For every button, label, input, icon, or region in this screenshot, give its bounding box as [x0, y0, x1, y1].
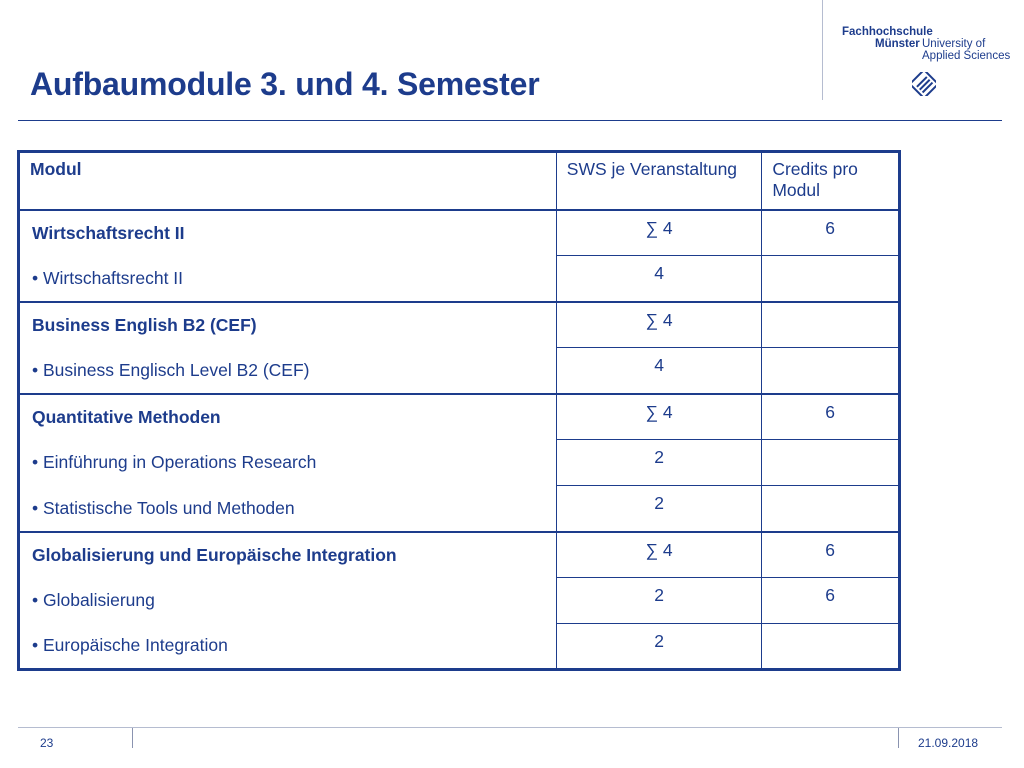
module-title: Wirtschaftsrecht II — [19, 210, 557, 256]
slide-title: Aufbaumodule 3. und 4. Semester — [30, 66, 540, 102]
sws-cell: ∑ 4 — [556, 302, 762, 348]
credits-cell — [762, 440, 900, 486]
footer-divider-right — [898, 728, 899, 748]
table-row — [19, 578, 900, 624]
title-rule — [18, 120, 1002, 121]
slide-date: 21.09.2018 — [918, 736, 979, 750]
module-title: Quantitative Methoden — [19, 394, 557, 440]
table-row — [19, 394, 900, 440]
sws-cell: 4 — [556, 348, 762, 394]
logo-text-fachhochschule: Fachhochschule — [842, 26, 933, 38]
header-modul: Modul — [19, 152, 557, 210]
sws-cell: 4 — [556, 256, 762, 302]
credits-cell — [762, 302, 900, 348]
logo-text-university: University of — [922, 38, 986, 50]
table-row — [19, 624, 900, 670]
sws-cell: 2 — [556, 440, 762, 486]
course-item: • Einführung in Operations Research — [19, 440, 557, 486]
sws-cell: 2 — [556, 486, 762, 532]
table-row — [19, 210, 900, 256]
sws-cell: ∑ 4 — [556, 210, 762, 256]
modules-table — [17, 150, 901, 671]
module-title: Business English B2 (CEF) — [19, 302, 557, 348]
sws-cell: 2 — [556, 578, 762, 624]
table-row — [19, 486, 900, 532]
table-header-row — [19, 152, 900, 210]
course-item: • Business Englisch Level B2 (CEF) — [19, 348, 557, 394]
credits-cell: 6 — [762, 394, 900, 440]
credits-cell: 6 — [762, 578, 900, 624]
course-item: • Globalisierung — [19, 578, 557, 624]
logo-text-muenster: Münster — [875, 38, 920, 50]
module-title: Globalisierung und Europäische Integration — [19, 532, 557, 578]
header-sws: SWS je Veranstaltung — [556, 152, 762, 210]
course-item: • Wirtschaftsrecht II — [19, 256, 557, 302]
credits-cell — [762, 256, 900, 302]
credits-cell: 6 — [762, 210, 900, 256]
sws-cell: ∑ 4 — [556, 394, 762, 440]
table-row — [19, 348, 900, 394]
credits-cell — [762, 624, 900, 670]
fh-muenster-logo-icon — [912, 72, 936, 96]
page-number: 23 — [40, 736, 54, 750]
sws-cell: ∑ 4 — [556, 532, 762, 578]
footer-divider-left — [132, 728, 133, 748]
table-row — [19, 440, 900, 486]
course-item: • Europäische Integration — [19, 624, 557, 670]
table-row — [19, 302, 900, 348]
table-row — [19, 256, 900, 302]
sws-cell: 2 — [556, 624, 762, 670]
footer-rule — [18, 727, 1002, 728]
header-divider — [822, 0, 823, 100]
logo-text-applied-sciences: Applied Sciences — [922, 50, 1011, 62]
credits-cell — [762, 486, 900, 532]
table-row — [19, 532, 900, 578]
credits-cell: 6 — [762, 532, 900, 578]
header-credits: Credits pro Modul — [762, 152, 900, 210]
course-item: • Statistische Tools und Methoden — [19, 486, 557, 532]
credits-cell — [762, 348, 900, 394]
